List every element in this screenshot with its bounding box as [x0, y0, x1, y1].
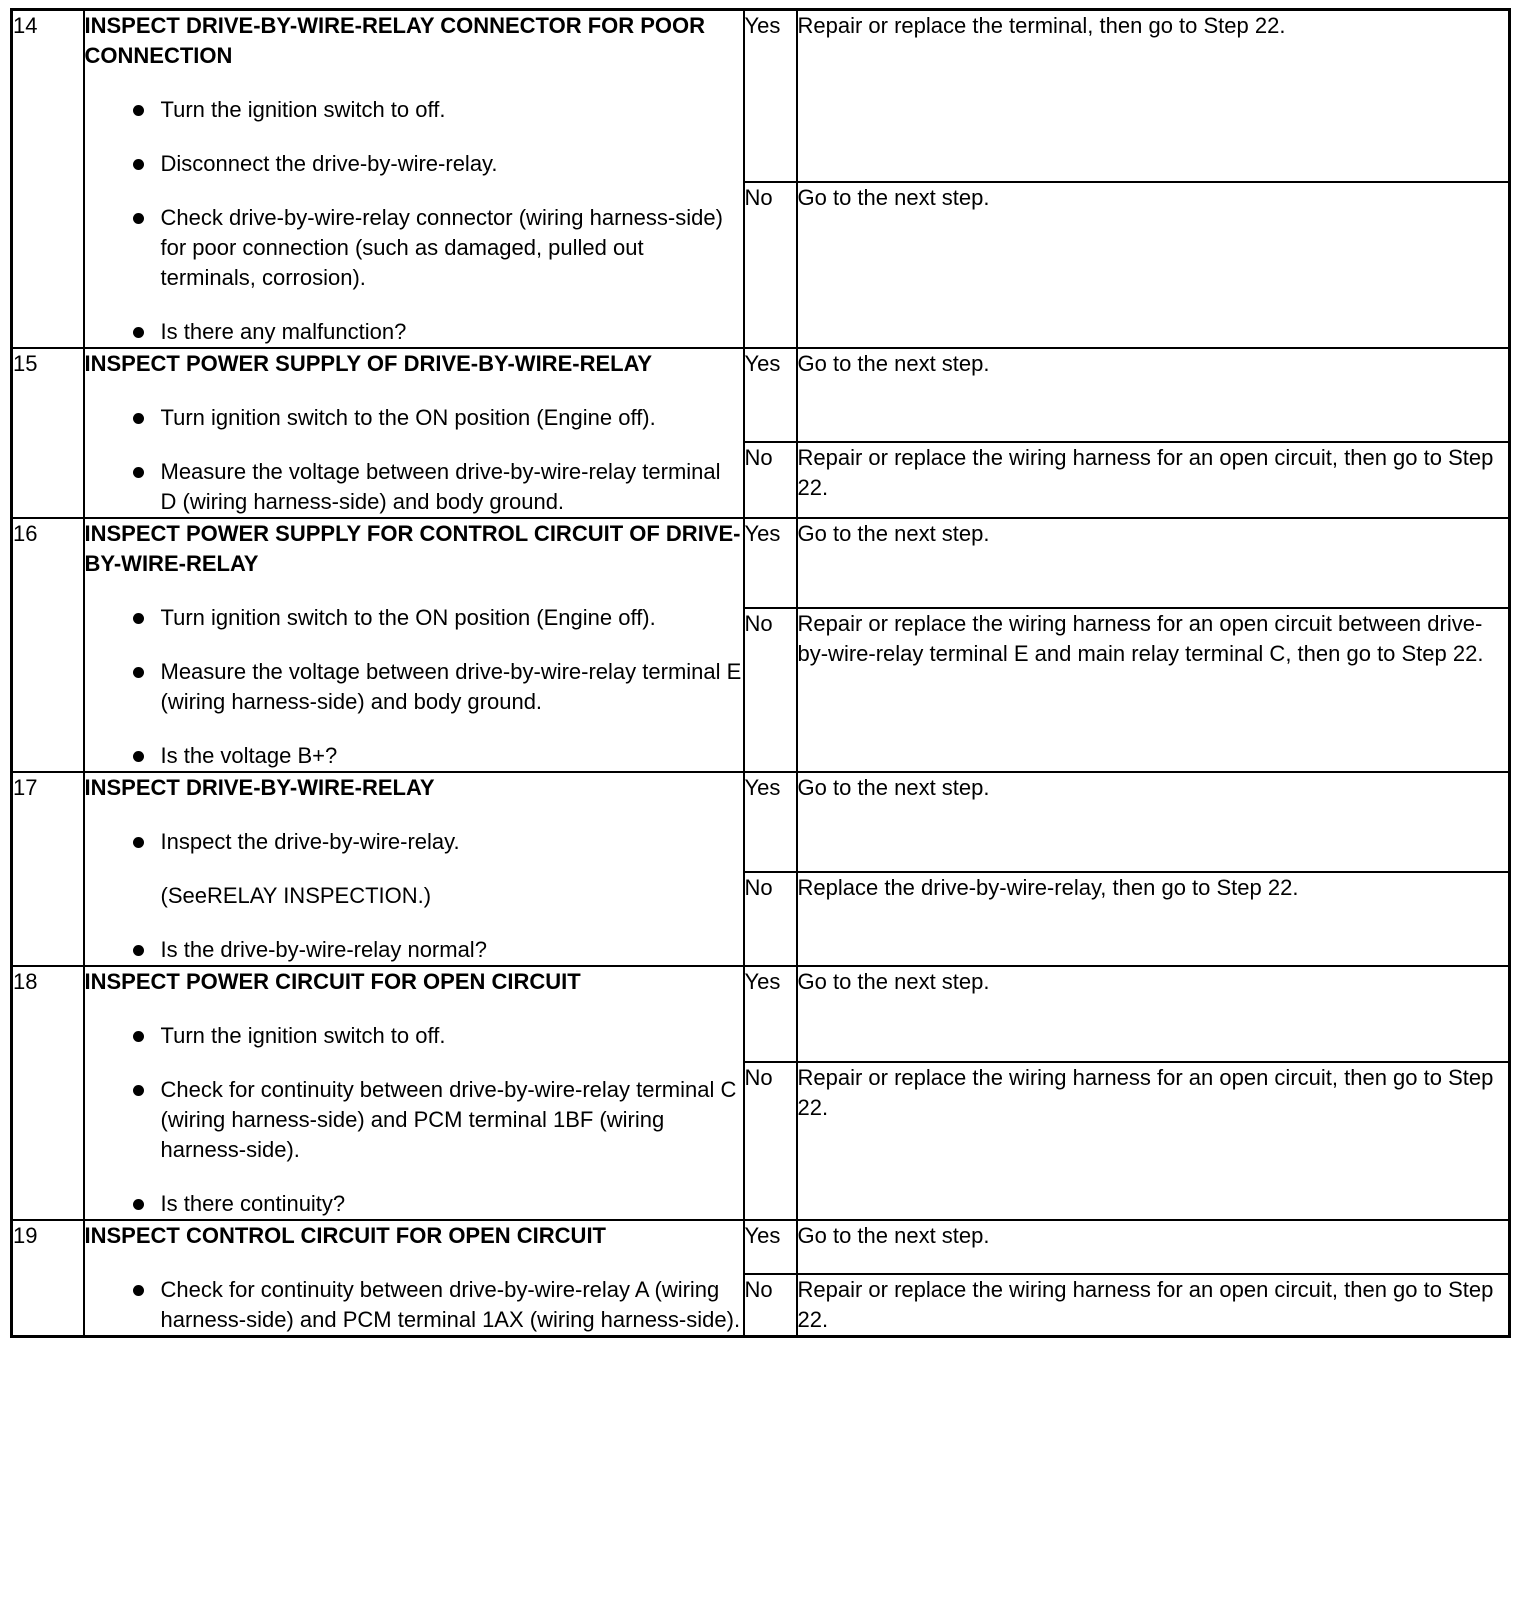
yes-label: Yes	[744, 10, 797, 183]
instruction-item: Is the drive-by-wire-relay normal?	[85, 935, 743, 965]
no-action: Go to the next step.	[797, 182, 1510, 348]
yes-label: Yes	[744, 1220, 797, 1274]
step-instructions	[85, 1275, 743, 1335]
step-title: INSPECT DRIVE-BY-WIRE-RELAY CONNECTOR FOR POOR CONNECTION	[84, 13, 706, 68]
yes-action: Go to the next step.	[797, 1220, 1510, 1274]
step-number: 15	[12, 348, 84, 518]
step-number: 14	[12, 10, 84, 349]
instruction-item: Turn ignition switch to the ON position (Engine off).	[85, 603, 743, 633]
yes-label: Yes	[744, 518, 797, 608]
instruction-item: Is there any malfunction?	[85, 317, 743, 347]
yes-label: Yes	[744, 772, 797, 872]
step-row	[12, 772, 1510, 872]
instruction-item: Turn the ignition switch to off.	[85, 1021, 743, 1051]
step-description	[84, 966, 744, 1220]
yes-label: Yes	[744, 348, 797, 442]
no-action: Repair or replace the wiring harness for an open circuit, then go to Step 22.	[797, 442, 1510, 518]
instruction-item: Turn the ignition switch to off.	[85, 95, 743, 125]
step-title: INSPECT POWER CIRCUIT FOR OPEN CIRCUIT	[84, 969, 581, 994]
instruction-item: Turn ignition switch to the ON position (Engine off).	[85, 403, 743, 433]
no-action: Repair or replace the wiring harness for an open circuit between drive-by-wire-relay terminal E and main relay terminal C, then go to Step 22.	[797, 608, 1510, 772]
no-label: No	[744, 182, 797, 348]
step-description	[84, 772, 744, 966]
yes-action: Go to the next step.	[797, 966, 1510, 1062]
step-14	[12, 10, 1510, 349]
step-instructions	[85, 403, 743, 517]
step-description	[84, 518, 744, 772]
yes-action: Repair or replace the terminal, then go to Step 22.	[797, 10, 1510, 183]
no-action: Repair or replace the wiring harness for an open circuit, then go to Step 22.	[797, 1062, 1510, 1220]
step-row	[12, 1220, 1510, 1274]
step-18	[12, 966, 1510, 1220]
step-number: 18	[12, 966, 84, 1220]
step-number: 17	[12, 772, 84, 966]
instruction-note: (SeeRELAY INSPECTION.)	[160, 883, 432, 908]
step-number: 19	[12, 1220, 84, 1337]
step-instructions	[85, 827, 743, 965]
no-label: No	[744, 872, 797, 966]
instruction-item: Is the voltage B+?	[85, 741, 743, 771]
step-description	[84, 1220, 744, 1337]
instruction-item: Inspect the drive-by-wire-relay.	[85, 827, 743, 857]
instruction-item: Measure the voltage between drive-by-wire-relay terminal E (wiring harness-side) and body ground.	[85, 657, 743, 717]
step-title: INSPECT POWER SUPPLY FOR CONTROL CIRCUIT OF DRIVE-BY-WIRE-RELAY	[84, 521, 741, 576]
step-title: INSPECT CONTROL CIRCUIT FOR OPEN CIRCUIT	[84, 1223, 606, 1248]
no-action: Replace the drive-by-wire-relay, then go to Step 22.	[797, 872, 1510, 966]
no-action: Repair or replace the wiring harness for an open circuit, then go to Step 22.	[797, 1274, 1510, 1337]
step-row	[12, 10, 1510, 183]
step-19	[12, 1220, 1510, 1337]
no-label: No	[744, 442, 797, 518]
step-title: INSPECT DRIVE-BY-WIRE-RELAY	[84, 775, 435, 800]
instruction-item: Check drive-by-wire-relay connector (wiring harness-side) for poor connection (such as damaged, pulled out terminals, corrosion).	[85, 203, 743, 293]
step-description	[84, 10, 744, 349]
step-number: 16	[12, 518, 84, 772]
no-label: No	[744, 608, 797, 772]
instruction-item: Measure the voltage between drive-by-wire-relay terminal D (wiring harness-side) and body ground.	[85, 457, 743, 517]
yes-action: Go to the next step.	[797, 772, 1510, 872]
step-row	[12, 348, 1510, 442]
instruction-item: Check for continuity between drive-by-wire-relay A (wiring harness-side) and PCM terminal 1AX (wiring harness-side).	[85, 1275, 743, 1335]
step-row	[12, 518, 1510, 608]
step-instructions	[85, 1021, 743, 1219]
step-16	[12, 518, 1510, 772]
step-title: INSPECT POWER SUPPLY OF DRIVE-BY-WIRE-RELAY	[84, 351, 653, 376]
instruction-item: Disconnect the drive-by-wire-relay.	[85, 149, 743, 179]
yes-action: Go to the next step.	[797, 348, 1510, 442]
no-label: No	[744, 1062, 797, 1220]
step-15	[12, 348, 1510, 518]
instruction-item: Is there continuity?	[85, 1189, 743, 1219]
instruction-item: Check for continuity between drive-by-wire-relay terminal C (wiring harness-side) and PCM terminal 1BF (wiring harness-side).	[85, 1075, 743, 1165]
step-row	[12, 966, 1510, 1062]
yes-action: Go to the next step.	[797, 518, 1510, 608]
step-description	[84, 348, 744, 518]
troubleshooting-table	[10, 8, 1511, 1338]
step-instructions	[85, 603, 743, 771]
step-instructions	[85, 95, 743, 347]
step-17	[12, 772, 1510, 966]
yes-label: Yes	[744, 966, 797, 1062]
no-label: No	[744, 1274, 797, 1337]
